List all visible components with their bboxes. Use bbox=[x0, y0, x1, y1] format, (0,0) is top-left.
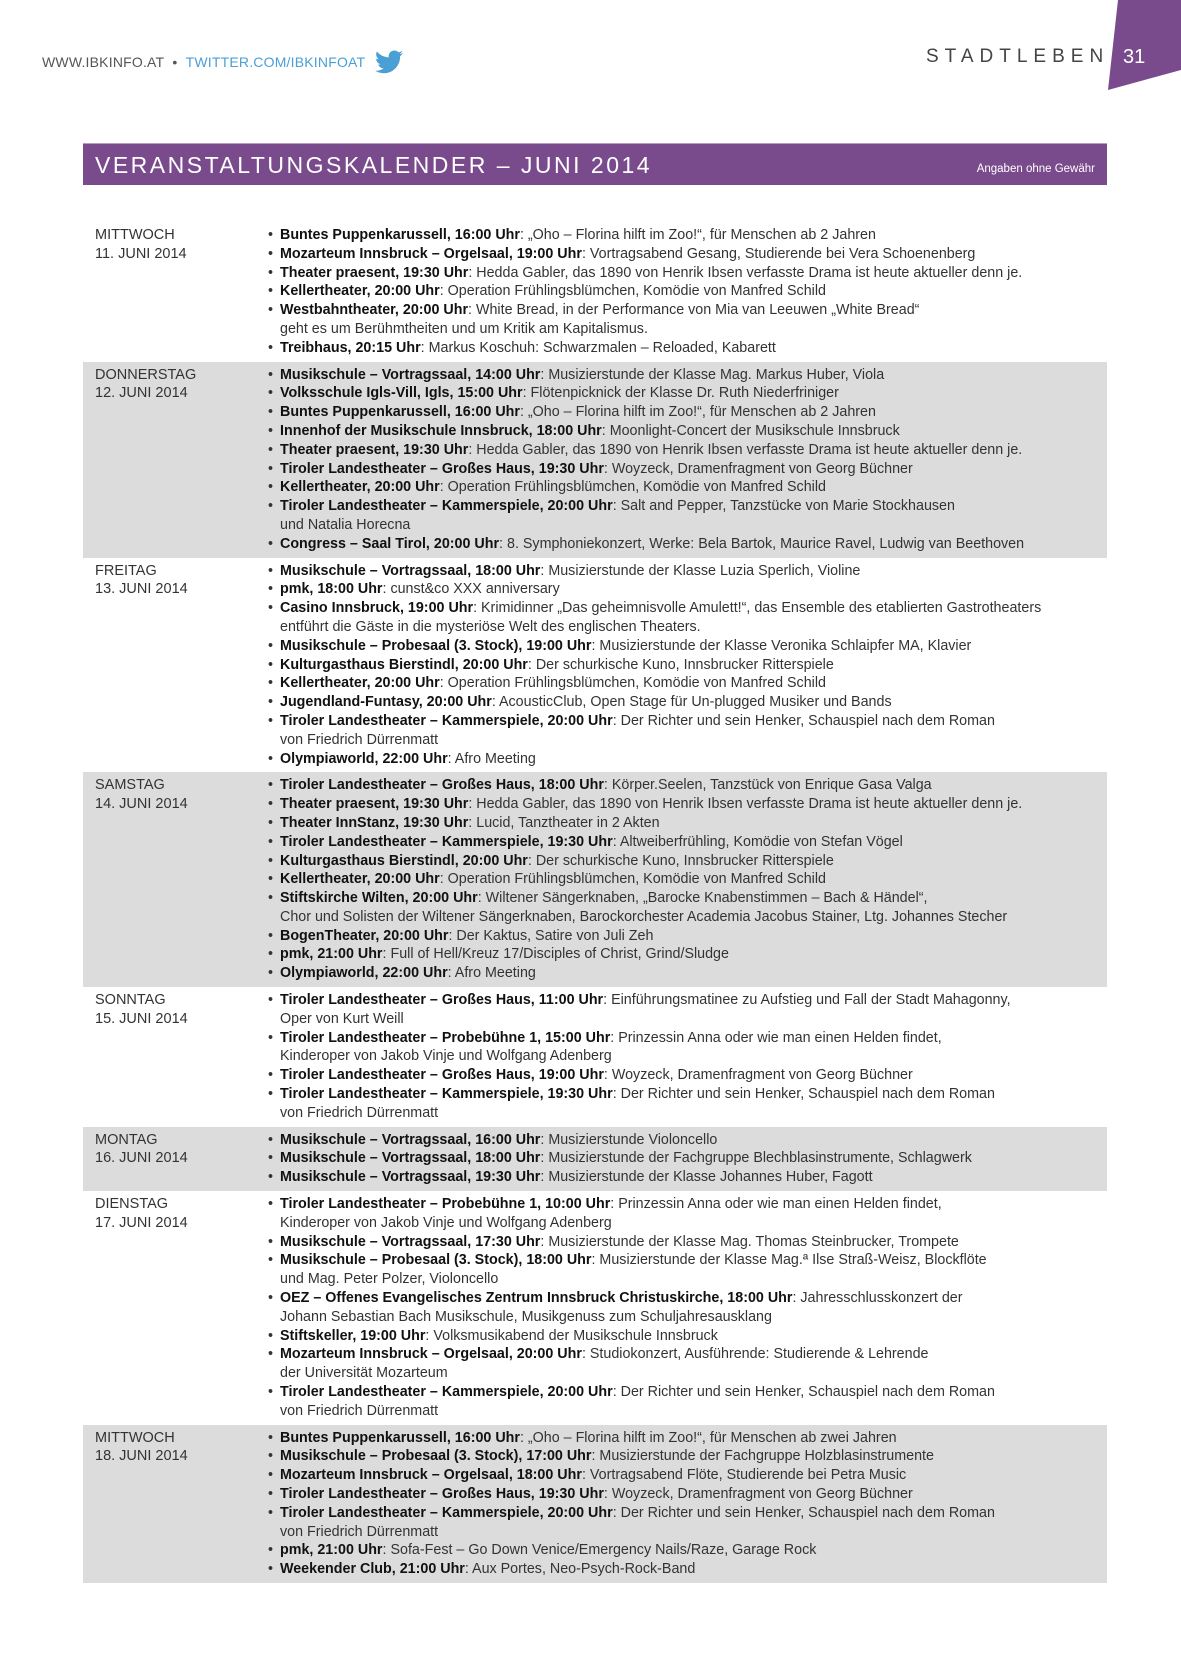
event-item bbox=[265, 927, 1107, 946]
event-venue: Tiroler Landestheater – Probebühne 1, 15:00 Uhr bbox=[280, 1029, 611, 1046]
event-description: : Musizierstunde der Klasse Mag. Thomas Steinbrucker, Trompete bbox=[540, 1233, 959, 1250]
event-description: : White Bread, in der Performance von Mia van Leeuwen „White Bread“ geht es um Berühmtheiten und um Kritik am Kapitalismus. bbox=[280, 302, 920, 337]
event-description: : Der schurkische Kuno, Innsbrucker Ritterspiele bbox=[527, 656, 834, 673]
weekday: DONNERSTAG bbox=[95, 366, 197, 383]
event-venue: Treibhaus, 20:15 Uhr bbox=[280, 339, 421, 356]
event-description: : Krimidinner „Das geheimnisvolle Amulett!“, das Ensemble des etablierten Gastrotheaters entführt die Gäste in die mysteriöse Welt des englischen Theaters. bbox=[280, 600, 1042, 635]
event-item bbox=[265, 366, 1107, 385]
twitter-link[interactable]: TWITTER.COM/IBKINFOAT bbox=[185, 54, 366, 70]
event-description: : Aux Portes, Neo-Psych-Rock-Band bbox=[464, 1561, 696, 1578]
date: 13. JUNI 2014 bbox=[95, 581, 188, 598]
day-row bbox=[83, 1425, 1107, 1583]
event-venue: Tiroler Landestheater – Großes Haus, 19:30 Uhr bbox=[280, 460, 604, 477]
event-description: : Der Richter und sein Henker, Schauspiel nach dem Roman von Friedrich Dürrenmatt bbox=[280, 1086, 995, 1121]
event-description: : Moonlight-Concert der Musikschule Innsbruck bbox=[601, 422, 900, 439]
date: 14. JUNI 2014 bbox=[95, 796, 188, 813]
event-venue: Kellertheater, 20:00 Uhr bbox=[280, 675, 440, 692]
event-item bbox=[265, 964, 1107, 983]
event-venue: Stiftskeller, 19:00 Uhr bbox=[280, 1327, 426, 1344]
event-description: : „Oho – Florina hilft im Zoo!“, für Menschen ab 2 Jahren bbox=[519, 227, 876, 243]
event-description: : Studiokonzert, Ausführende: Studierende & Lehrende der Universität Mozarteum bbox=[280, 1346, 929, 1382]
day-row bbox=[83, 222, 1107, 362]
event-venue: Tiroler Landestheater – Großes Haus, 19:00 Uhr bbox=[280, 1067, 604, 1084]
event-description: : Lucid, Tanztheater in 2 Akten bbox=[468, 814, 660, 831]
day-date bbox=[83, 562, 265, 769]
event-list bbox=[265, 991, 1107, 1123]
date: 18. JUNI 2014 bbox=[95, 1448, 188, 1465]
event-description: : Prinzessin Anna oder wie man einen Helden findet, Kinderoper von Jakob Vinje und Wolfgang Adenberg bbox=[280, 1029, 942, 1065]
event-description: : Woyzeck, Dramenfragment von Georg Büchner bbox=[603, 1067, 913, 1084]
event-venue: Musikschule – Vortragssaal, 19:30 Uhr bbox=[280, 1169, 541, 1186]
weekday: MITTWOCH bbox=[95, 1429, 175, 1446]
event-item bbox=[265, 795, 1107, 814]
site-link[interactable]: WWW.IBKINFO.AT bbox=[42, 54, 165, 70]
event-item bbox=[265, 441, 1107, 460]
weekday: MITTWOCH bbox=[95, 227, 175, 243]
event-item bbox=[265, 693, 1107, 712]
event-item bbox=[265, 1541, 1107, 1560]
date: 15. JUNI 2014 bbox=[95, 1010, 188, 1027]
event-description: : Flötenpicknick der Klasse Dr. Ruth Niederfriniger bbox=[522, 385, 839, 402]
event-venue: Olympiaworld, 22:00 Uhr bbox=[280, 965, 448, 982]
event-description: : Volksmusikabend der Musikschule Innsbruck bbox=[425, 1327, 718, 1344]
event-description: : Afro Meeting bbox=[447, 965, 536, 982]
event-item bbox=[265, 889, 1107, 927]
event-venue: Tiroler Landestheater – Großes Haus, 18:00 Uhr bbox=[280, 777, 604, 794]
event-description: : Altweiberfrühling, Komödie von Stefan Vögel bbox=[612, 833, 903, 850]
event-venue: Casino Innsbruck, 19:00 Uhr bbox=[280, 600, 474, 617]
event-description: : Prinzessin Anna oder wie man einen Helden findet, Kinderoper von Jakob Vinje und Wolfgang Adenberg bbox=[280, 1196, 942, 1231]
event-venue: Tiroler Landestheater – Großes Haus, 19:30 Uhr bbox=[280, 1486, 604, 1502]
event-item bbox=[265, 1466, 1107, 1485]
event-item bbox=[265, 1429, 1107, 1448]
event-venue: Kellertheater, 20:00 Uhr bbox=[280, 283, 440, 300]
event-item bbox=[265, 945, 1107, 964]
event-description: : Jahresschlusskonzert der Johann Sebastian Bach Musikschule, Musikgenuss zum Schuljahresausklang bbox=[280, 1290, 963, 1325]
event-venue: Buntes Puppenkarussell, 16:00 Uhr bbox=[280, 404, 520, 421]
event-description: : cunst&co XXX anniversary bbox=[382, 581, 560, 598]
event-description: : Full of Hell/Kreuz 17/Disciples of Christ, Grind/Sludge bbox=[382, 946, 729, 963]
event-item bbox=[265, 1289, 1107, 1327]
event-item bbox=[265, 1560, 1107, 1579]
event-venue: Jugendland-Funtasy, 20:00 Uhr bbox=[280, 694, 492, 711]
event-list bbox=[265, 562, 1107, 769]
event-venue: Musikschule – Probesaal (3. Stock), 19:00 Uhr bbox=[280, 637, 592, 654]
event-description: : Operation Frühlingsblümchen, Komödie von Manfred Schild bbox=[439, 675, 826, 692]
weekday: SONNTAG bbox=[95, 992, 166, 1009]
weekday: DIENSTAG bbox=[95, 1196, 169, 1213]
event-venue: Musikschule – Vortragssaal, 18:00 Uhr bbox=[280, 562, 541, 579]
event-description: : Salt and Pepper, Tanzstücke von Marie Stockhausen und Natalia Horecna bbox=[280, 498, 955, 533]
event-venue: Tiroler Landestheater – Kammerspiele, 19:30 Uhr bbox=[280, 833, 613, 850]
day-row bbox=[83, 772, 1107, 987]
event-description: : Musizierstunde der Klasse Luzia Sperlich, Violine bbox=[540, 562, 861, 579]
header-links bbox=[42, 50, 403, 74]
event-description: : Vortragsabend Flöte, Studierende bei Petra Music bbox=[581, 1467, 907, 1484]
event-item bbox=[265, 656, 1107, 675]
day-date bbox=[83, 226, 265, 358]
day-date bbox=[83, 991, 265, 1123]
event-description: : Der Kaktus, Satire von Juli Zeh bbox=[448, 927, 654, 944]
day-date bbox=[83, 776, 265, 983]
event-description: : Hedda Gabler, das 1890 von Henrik Ibsen verfasste Drama ist heute aktueller denn je. bbox=[468, 264, 1023, 281]
event-venue: Westbahntheater, 20:00 Uhr bbox=[280, 302, 469, 319]
day-row bbox=[83, 558, 1107, 773]
event-item bbox=[265, 991, 1107, 1029]
event-venue: Tiroler Landestheater – Kammerspiele, 19:30 Uhr bbox=[280, 1086, 613, 1103]
separator: • bbox=[168, 54, 182, 70]
event-description: : Körper.Seelen, Tanzstück von Enrique Gasa Valga bbox=[603, 777, 932, 794]
event-venue: Tiroler Landestheater – Kammerspiele, 20:00 Uhr bbox=[280, 1384, 613, 1401]
event-venue: Tiroler Landestheater – Probebühne 1, 10:00 Uhr bbox=[280, 1196, 611, 1213]
event-item bbox=[265, 535, 1107, 554]
event-venue: Musikschule – Vortragssaal, 16:00 Uhr bbox=[280, 1131, 541, 1148]
event-list bbox=[265, 776, 1107, 983]
event-venue: Musikschule – Probesaal (3. Stock), 17:00 Uhr bbox=[280, 1448, 592, 1465]
day-date bbox=[83, 1195, 265, 1421]
date: 17. JUNI 2014 bbox=[95, 1214, 188, 1231]
event-item bbox=[265, 852, 1107, 871]
event-item bbox=[265, 282, 1107, 301]
event-item bbox=[265, 1327, 1107, 1346]
event-item bbox=[265, 1131, 1107, 1150]
event-calendar bbox=[83, 222, 1107, 1583]
event-description: : Operation Frühlingsblümchen, Komödie von Manfred Schild bbox=[439, 871, 826, 888]
event-item bbox=[265, 776, 1107, 795]
event-venue: Kulturgasthaus Bierstindl, 20:00 Uhr bbox=[280, 852, 528, 869]
event-description: : Einführungsmatinee zu Aufstieg und Fall der Stadt Mahagonny, Oper von Kurt Weill bbox=[280, 992, 1011, 1027]
event-venue: Mozarteum Innsbruck – Orgelsaal, 20:00 Uhr bbox=[280, 1346, 582, 1363]
weekday: SAMSTAG bbox=[95, 777, 165, 794]
event-description: : Hedda Gabler, das 1890 von Henrik Ibsen verfasste Drama ist heute aktueller denn je. bbox=[468, 796, 1023, 813]
event-venue: Congress – Saal Tirol, 20:00 Uhr bbox=[280, 535, 500, 552]
event-description: : Afro Meeting bbox=[447, 750, 536, 767]
event-venue: Tiroler Landestheater – Kammerspiele, 20:00 Uhr bbox=[280, 498, 613, 515]
event-description: : Musizierstunde der Klasse Johannes Huber, Fagott bbox=[540, 1169, 873, 1186]
banner-title: VERANSTALTUNGSKALENDER – JUNI 2014 bbox=[95, 152, 653, 178]
event-venue: Tiroler Landestheater – Kammerspiele, 20:00 Uhr bbox=[280, 712, 613, 729]
event-item bbox=[265, 814, 1107, 833]
event-item bbox=[265, 674, 1107, 693]
event-description: : Hedda Gabler, das 1890 von Henrik Ibsen verfasste Drama ist heute aktueller denn je. bbox=[468, 441, 1023, 458]
event-description: : Woyzeck, Dramenfragment von Georg Büchner bbox=[603, 1486, 913, 1502]
day-row bbox=[83, 1191, 1107, 1425]
event-venue: Musikschule – Vortragssaal, 14:00 Uhr bbox=[280, 366, 541, 383]
event-item bbox=[265, 833, 1107, 852]
event-item bbox=[265, 384, 1107, 403]
event-list bbox=[265, 1429, 1107, 1579]
event-venue: Theater praesent, 19:30 Uhr bbox=[280, 264, 469, 281]
day-date bbox=[83, 1429, 265, 1579]
event-item bbox=[265, 1485, 1107, 1504]
event-item bbox=[265, 245, 1107, 264]
event-item bbox=[265, 580, 1107, 599]
event-venue: Buntes Puppenkarussell, 16:00 Uhr bbox=[280, 227, 520, 243]
event-description: : Der schurkische Kuno, Innsbrucker Ritterspiele bbox=[527, 852, 834, 869]
event-description: : Vortragsabend Gesang, Studierende bei Vera Schoenenberg bbox=[581, 245, 976, 262]
event-description: : Woyzeck, Dramenfragment von Georg Büchner bbox=[603, 460, 913, 477]
day-date bbox=[83, 366, 265, 554]
event-item bbox=[265, 264, 1107, 283]
event-description: : Musizierstunde Violoncello bbox=[540, 1131, 718, 1148]
event-list bbox=[265, 366, 1107, 554]
event-item bbox=[265, 478, 1107, 497]
event-venue: Theater InnStanz, 19:30 Uhr bbox=[280, 814, 469, 831]
event-list bbox=[265, 226, 1107, 358]
event-item bbox=[265, 1251, 1107, 1289]
event-item bbox=[265, 712, 1107, 750]
event-venue: pmk, 21:00 Uhr bbox=[280, 1542, 383, 1559]
event-description: : Markus Koschuh: Schwarzmalen – Reloaded, Kabarett bbox=[420, 339, 776, 356]
event-description: : Der Richter und sein Henker, Schauspiel nach dem Roman von Friedrich Dürrenmatt bbox=[280, 1384, 995, 1419]
event-venue: Volksschule Igls-Vill, Igls, 15:00 Uhr bbox=[280, 385, 523, 402]
event-item bbox=[265, 1066, 1107, 1085]
page-tab bbox=[1108, 0, 1181, 90]
date: 11. JUNI 2014 bbox=[95, 245, 187, 262]
event-item bbox=[265, 1195, 1107, 1233]
event-venue: Weekender Club, 21:00 Uhr bbox=[280, 1561, 465, 1578]
event-description: : Operation Frühlingsblümchen, Komödie von Manfred Schild bbox=[439, 283, 826, 300]
day-date bbox=[83, 1131, 265, 1187]
event-description: : Musizierstunde der Klasse Mag. Markus Huber, Viola bbox=[540, 366, 885, 383]
calendar-banner bbox=[83, 143, 1107, 185]
event-venue: BogenTheater, 20:00 Uhr bbox=[280, 927, 449, 944]
event-venue: Theater praesent, 19:30 Uhr bbox=[280, 441, 469, 458]
event-description: : Musizierstunde der Fachgruppe Holzblasinstrumente bbox=[591, 1448, 934, 1465]
event-item bbox=[265, 1085, 1107, 1123]
section-title: STADTLEBEN bbox=[926, 46, 1110, 67]
event-venue: Musikschule – Vortragssaal, 17:30 Uhr bbox=[280, 1233, 541, 1250]
event-description: : Musizierstunde der Klasse Veronika Schlaipfer MA, Klavier bbox=[591, 637, 972, 654]
event-item bbox=[265, 1504, 1107, 1542]
event-item bbox=[265, 226, 1107, 245]
event-description: : AcousticClub, Open Stage für Un-plugged Musiker und Bands bbox=[491, 694, 892, 711]
event-item bbox=[265, 1029, 1107, 1067]
event-venue: Olympiaworld, 22:00 Uhr bbox=[280, 750, 448, 767]
event-venue: Kellertheater, 20:00 Uhr bbox=[280, 871, 440, 888]
event-item bbox=[265, 339, 1107, 358]
event-item bbox=[265, 1149, 1107, 1168]
event-venue: Tiroler Landestheater – Großes Haus, 11:00 Uhr bbox=[280, 992, 604, 1009]
event-item bbox=[265, 497, 1107, 535]
event-description: : Musizierstunde der Klasse Mag.ª Ilse Straß-Weisz, Blockflöte und Mag. Peter Polzer, Violoncello bbox=[280, 1252, 987, 1288]
event-venue: Mozarteum Innsbruck – Orgelsaal, 18:00 Uhr bbox=[280, 1467, 582, 1484]
date: 12. JUNI 2014 bbox=[95, 385, 188, 402]
day-row bbox=[83, 987, 1107, 1127]
event-description: : Wiltener Sängerknaben, „Barocke Knabenstimmen – Bach & Händel“, Chor und Solisten der Wiltener Sängerknaben, Barockorchester Academia Jacobus Stainer, Ltg. Johannes Stecher bbox=[280, 890, 1008, 925]
event-description: : Der Richter und sein Henker, Schauspiel nach dem Roman von Friedrich Dürrenmatt bbox=[280, 1504, 995, 1540]
event-item bbox=[265, 637, 1107, 656]
event-description: : Der Richter und sein Henker, Schauspiel nach dem Roman von Friedrich Dürrenmatt bbox=[280, 712, 995, 748]
event-venue: Theater praesent, 19:30 Uhr bbox=[280, 796, 469, 813]
event-description: : „Oho – Florina hilft im Zoo!“, für Menschen ab zwei Jahren bbox=[519, 1429, 897, 1446]
event-description: : Operation Frühlingsblümchen, Komödie von Manfred Schild bbox=[439, 479, 826, 496]
twitter-bird-icon bbox=[375, 50, 403, 74]
event-venue: Innenhof der Musikschule Innsbruck, 18:00 Uhr bbox=[280, 422, 602, 439]
event-venue: Buntes Puppenkarussell, 16:00 Uhr bbox=[280, 1429, 520, 1446]
event-venue: Mozarteum Innsbruck – Orgelsaal, 19:00 Uhr bbox=[280, 245, 582, 262]
event-item bbox=[265, 1345, 1107, 1383]
event-list bbox=[265, 1131, 1107, 1187]
disclaimer: Angaben ohne Gewähr bbox=[976, 163, 1095, 175]
event-item bbox=[265, 599, 1107, 637]
event-list bbox=[265, 1195, 1107, 1421]
event-venue: Stiftskirche Wilten, 20:00 Uhr bbox=[280, 890, 478, 907]
event-venue: pmk, 18:00 Uhr bbox=[280, 581, 383, 598]
date: 16. JUNI 2014 bbox=[95, 1150, 188, 1167]
event-venue: OEZ – Offenes Evangelisches Zentrum Innsbruck Christuskirche, 18:00 Uhr bbox=[280, 1290, 793, 1307]
event-venue: Tiroler Landestheater – Kammerspiele, 20:00 Uhr bbox=[280, 1504, 613, 1521]
event-item bbox=[265, 870, 1107, 889]
event-item bbox=[265, 750, 1107, 769]
event-venue: Kulturgasthaus Bierstindl, 20:00 Uhr bbox=[280, 656, 528, 673]
event-item bbox=[265, 301, 1107, 339]
day-row bbox=[83, 362, 1107, 558]
event-description: : „Oho – Florina hilft im Zoo!“, für Menschen ab 2 Jahren bbox=[519, 404, 876, 421]
event-venue: pmk, 21:00 Uhr bbox=[280, 946, 383, 963]
event-description: : Musizierstunde der Fachgruppe Blechblasinstrumente, Schlagwerk bbox=[540, 1150, 972, 1167]
event-item bbox=[265, 1233, 1107, 1252]
event-item bbox=[265, 460, 1107, 479]
event-item bbox=[265, 562, 1107, 581]
event-item bbox=[265, 1383, 1107, 1421]
event-venue: Kellertheater, 20:00 Uhr bbox=[280, 479, 440, 496]
weekday: MONTAG bbox=[95, 1131, 158, 1148]
event-venue: Musikschule – Probesaal (3. Stock), 18:00 Uhr bbox=[280, 1252, 592, 1269]
event-item bbox=[265, 403, 1107, 422]
page-number: 31 bbox=[1123, 46, 1146, 68]
event-item bbox=[265, 1447, 1107, 1466]
event-venue: Musikschule – Vortragssaal, 18:00 Uhr bbox=[280, 1150, 541, 1167]
event-description: : 8. Symphoniekonzert, Werke: Bela Bartok, Maurice Ravel, Ludwig van Beethoven bbox=[499, 535, 1025, 552]
day-row bbox=[83, 1127, 1107, 1191]
event-item bbox=[265, 1168, 1107, 1187]
event-description: : Sofa-Fest – Go Down Venice/Emergency Nails/Raze, Garage Rock bbox=[382, 1542, 817, 1559]
event-item bbox=[265, 422, 1107, 441]
weekday: FREITAG bbox=[95, 562, 157, 579]
